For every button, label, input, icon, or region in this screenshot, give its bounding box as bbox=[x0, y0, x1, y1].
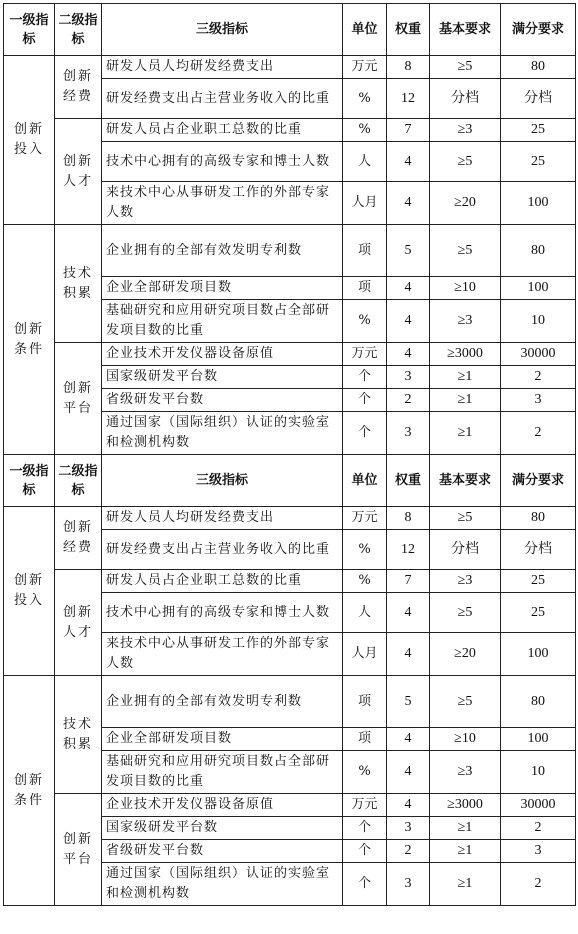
weight-cell: 7 bbox=[387, 570, 430, 593]
basic-requirement-cell: ≥1 bbox=[430, 366, 501, 389]
level1-cell: 创新条件 bbox=[4, 225, 55, 455]
indicator-cell: 基础研究和应用研究项目数占全部研发项目数的比重 bbox=[102, 300, 343, 343]
unit-cell: 项 bbox=[343, 676, 387, 728]
weight-cell: 4 bbox=[387, 633, 430, 676]
indicator-cell: 省级研发平台数 bbox=[102, 840, 343, 863]
indicator-cell: 企业拥有的全部有效发明专利数 bbox=[102, 225, 343, 277]
unit-cell: 人月 bbox=[343, 633, 387, 676]
weight-cell: 8 bbox=[387, 507, 430, 530]
full-score-cell: 30000 bbox=[501, 343, 576, 366]
unit-cell: 项 bbox=[343, 728, 387, 751]
basic-requirement-cell: 分档 bbox=[430, 530, 501, 570]
basic-requirement-cell: ≥5 bbox=[430, 142, 501, 182]
unit-cell: 人月 bbox=[343, 182, 387, 225]
indicator-cell: 通过国家（国际组织）认证的实验室和检测机构数 bbox=[102, 412, 343, 455]
basic-requirement-cell: ≥1 bbox=[430, 840, 501, 863]
unit-cell: 项 bbox=[343, 225, 387, 277]
full-score-cell: 2 bbox=[501, 817, 576, 840]
full-score-cell: 25 bbox=[501, 570, 576, 593]
indicator-cell: 研发人员占企业职工总数的比重 bbox=[102, 570, 343, 593]
unit-cell: 人 bbox=[343, 593, 387, 633]
weight-cell: 3 bbox=[387, 817, 430, 840]
level2-cell: 创新人才 bbox=[55, 119, 102, 225]
full-score-cell: 10 bbox=[501, 751, 576, 794]
full-score-cell: 80 bbox=[501, 676, 576, 728]
basic-requirement-cell: ≥3000 bbox=[430, 794, 501, 817]
level2-cell: 创新经费 bbox=[55, 507, 102, 570]
header-level1: 一级指标 bbox=[4, 4, 55, 56]
full-score-cell: 3 bbox=[501, 840, 576, 863]
full-score-cell: 25 bbox=[501, 593, 576, 633]
weight-cell: 8 bbox=[387, 56, 430, 79]
basic-requirement-cell: ≥3000 bbox=[430, 343, 501, 366]
basic-requirement-cell: ≥5 bbox=[430, 593, 501, 633]
basic-requirement-cell: ≥1 bbox=[430, 412, 501, 455]
basic-requirement-cell: 分档 bbox=[430, 79, 501, 119]
indicator-cell: 企业全部研发项目数 bbox=[102, 728, 343, 751]
table-row bbox=[4, 676, 576, 728]
header-full: 满分要求 bbox=[501, 4, 576, 56]
weight-cell: 4 bbox=[387, 728, 430, 751]
indicator-cell: 研发人员人均研发经费支出 bbox=[102, 507, 343, 530]
indicator-cell: 来技术中心从事研发工作的外部专家人数 bbox=[102, 633, 343, 676]
unit-cell: 个 bbox=[343, 366, 387, 389]
indicator-cell: 研发人员占企业职工总数的比重 bbox=[102, 119, 343, 142]
full-score-cell: 分档 bbox=[501, 79, 576, 119]
header-level1: 一级指标 bbox=[4, 455, 55, 507]
indicator-cell: 技术中心拥有的高级专家和博士人数 bbox=[102, 142, 343, 182]
unit-cell: % bbox=[343, 79, 387, 119]
header-level2: 二级指标 bbox=[55, 4, 102, 56]
full-score-cell: 80 bbox=[501, 56, 576, 79]
header-level2: 二级指标 bbox=[55, 455, 102, 507]
table-row bbox=[4, 507, 576, 530]
weight-cell: 12 bbox=[387, 530, 430, 570]
unit-cell: 万元 bbox=[343, 507, 387, 530]
basic-requirement-cell: ≥10 bbox=[430, 728, 501, 751]
basic-requirement-cell: ≥1 bbox=[430, 389, 501, 412]
weight-cell: 5 bbox=[387, 676, 430, 728]
indicator-table bbox=[3, 3, 576, 906]
indicator-cell: 企业技术开发仪器设备原值 bbox=[102, 343, 343, 366]
unit-cell: 人 bbox=[343, 142, 387, 182]
weight-cell: 4 bbox=[387, 300, 430, 343]
weight-cell: 5 bbox=[387, 225, 430, 277]
weight-cell: 3 bbox=[387, 412, 430, 455]
basic-requirement-cell: ≥10 bbox=[430, 277, 501, 300]
full-score-cell: 80 bbox=[501, 225, 576, 277]
basic-requirement-cell: ≥3 bbox=[430, 570, 501, 593]
indicator-cell: 研发人员人均研发经费支出 bbox=[102, 56, 343, 79]
weight-cell: 4 bbox=[387, 751, 430, 794]
indicator-cell: 企业拥有的全部有效发明专利数 bbox=[102, 676, 343, 728]
unit-cell: 个 bbox=[343, 817, 387, 840]
unit-cell: % bbox=[343, 570, 387, 593]
header-weight: 权重 bbox=[387, 455, 430, 507]
weight-cell: 4 bbox=[387, 277, 430, 300]
unit-cell: 万元 bbox=[343, 343, 387, 366]
level2-cell: 创新平台 bbox=[55, 794, 102, 906]
full-score-cell: 100 bbox=[501, 182, 576, 225]
weight-cell: 3 bbox=[387, 366, 430, 389]
basic-requirement-cell: ≥5 bbox=[430, 225, 501, 277]
table-row bbox=[4, 225, 576, 277]
full-score-cell: 2 bbox=[501, 366, 576, 389]
header-row bbox=[4, 455, 576, 507]
weight-cell: 4 bbox=[387, 343, 430, 366]
level1-cell: 创新投入 bbox=[4, 56, 55, 225]
weight-cell: 4 bbox=[387, 593, 430, 633]
unit-cell: 万元 bbox=[343, 56, 387, 79]
unit-cell: % bbox=[343, 119, 387, 142]
table-row bbox=[4, 343, 576, 366]
indicator-cell: 通过国家（国际组织）认证的实验室和检测机构数 bbox=[102, 863, 343, 906]
full-score-cell: 2 bbox=[501, 863, 576, 906]
weight-cell: 2 bbox=[387, 389, 430, 412]
full-score-cell: 100 bbox=[501, 277, 576, 300]
full-score-cell: 25 bbox=[501, 142, 576, 182]
header-row bbox=[4, 4, 576, 56]
indicator-cell: 企业全部研发项目数 bbox=[102, 277, 343, 300]
full-score-cell: 100 bbox=[501, 633, 576, 676]
indicator-cell: 研发经费支出占主营业务收入的比重 bbox=[102, 530, 343, 570]
indicator-cell: 省级研发平台数 bbox=[102, 389, 343, 412]
indicator-cell: 国家级研发平台数 bbox=[102, 366, 343, 389]
header-level3: 三级指标 bbox=[102, 4, 343, 56]
basic-requirement-cell: ≥3 bbox=[430, 119, 501, 142]
full-score-cell: 分档 bbox=[501, 530, 576, 570]
table-row bbox=[4, 56, 576, 79]
unit-cell: 个 bbox=[343, 840, 387, 863]
header-unit: 单位 bbox=[343, 455, 387, 507]
weight-cell: 4 bbox=[387, 794, 430, 817]
full-score-cell: 2 bbox=[501, 412, 576, 455]
weight-cell: 3 bbox=[387, 863, 430, 906]
full-score-cell: 10 bbox=[501, 300, 576, 343]
table-row bbox=[4, 794, 576, 817]
indicator-cell: 技术中心拥有的高级专家和博士人数 bbox=[102, 593, 343, 633]
basic-requirement-cell: ≥3 bbox=[430, 300, 501, 343]
basic-requirement-cell: ≥20 bbox=[430, 182, 501, 225]
full-score-cell: 25 bbox=[501, 119, 576, 142]
unit-cell: 万元 bbox=[343, 794, 387, 817]
table-row bbox=[4, 119, 576, 142]
weight-cell: 7 bbox=[387, 119, 430, 142]
level1-cell: 创新投入 bbox=[4, 507, 55, 676]
full-score-cell: 3 bbox=[501, 389, 576, 412]
level2-cell: 技术积累 bbox=[55, 225, 102, 343]
weight-cell: 4 bbox=[387, 142, 430, 182]
basic-requirement-cell: ≥20 bbox=[430, 633, 501, 676]
full-score-cell: 80 bbox=[501, 507, 576, 530]
full-score-cell: 100 bbox=[501, 728, 576, 751]
level1-cell: 创新条件 bbox=[4, 676, 55, 906]
level2-cell: 创新人才 bbox=[55, 570, 102, 676]
indicator-cell: 国家级研发平台数 bbox=[102, 817, 343, 840]
unit-cell: % bbox=[343, 751, 387, 794]
indicator-cell: 企业技术开发仪器设备原值 bbox=[102, 794, 343, 817]
unit-cell: 个 bbox=[343, 863, 387, 906]
table-row bbox=[4, 570, 576, 593]
unit-cell: % bbox=[343, 530, 387, 570]
full-score-cell: 30000 bbox=[501, 794, 576, 817]
indicator-cell: 基础研究和应用研究项目数占全部研发项目数的比重 bbox=[102, 751, 343, 794]
indicator-cell: 来技术中心从事研发工作的外部专家人数 bbox=[102, 182, 343, 225]
header-full: 满分要求 bbox=[501, 455, 576, 507]
basic-requirement-cell: ≥3 bbox=[430, 751, 501, 794]
basic-requirement-cell: ≥5 bbox=[430, 56, 501, 79]
header-weight: 权重 bbox=[387, 4, 430, 56]
header-basic: 基本要求 bbox=[430, 4, 501, 56]
basic-requirement-cell: ≥1 bbox=[430, 863, 501, 906]
indicator-cell: 研发经费支出占主营业务收入的比重 bbox=[102, 79, 343, 119]
header-basic: 基本要求 bbox=[430, 455, 501, 507]
basic-requirement-cell: ≥5 bbox=[430, 507, 501, 530]
weight-cell: 12 bbox=[387, 79, 430, 119]
unit-cell: % bbox=[343, 300, 387, 343]
unit-cell: 个 bbox=[343, 389, 387, 412]
level2-cell: 技术积累 bbox=[55, 676, 102, 794]
level2-cell: 创新经费 bbox=[55, 56, 102, 119]
weight-cell: 4 bbox=[387, 182, 430, 225]
unit-cell: 项 bbox=[343, 277, 387, 300]
unit-cell: 个 bbox=[343, 412, 387, 455]
weight-cell: 2 bbox=[387, 840, 430, 863]
basic-requirement-cell: ≥1 bbox=[430, 817, 501, 840]
level2-cell: 创新平台 bbox=[55, 343, 102, 455]
header-level3: 三级指标 bbox=[102, 455, 343, 507]
basic-requirement-cell: ≥5 bbox=[430, 676, 501, 728]
header-unit: 单位 bbox=[343, 4, 387, 56]
